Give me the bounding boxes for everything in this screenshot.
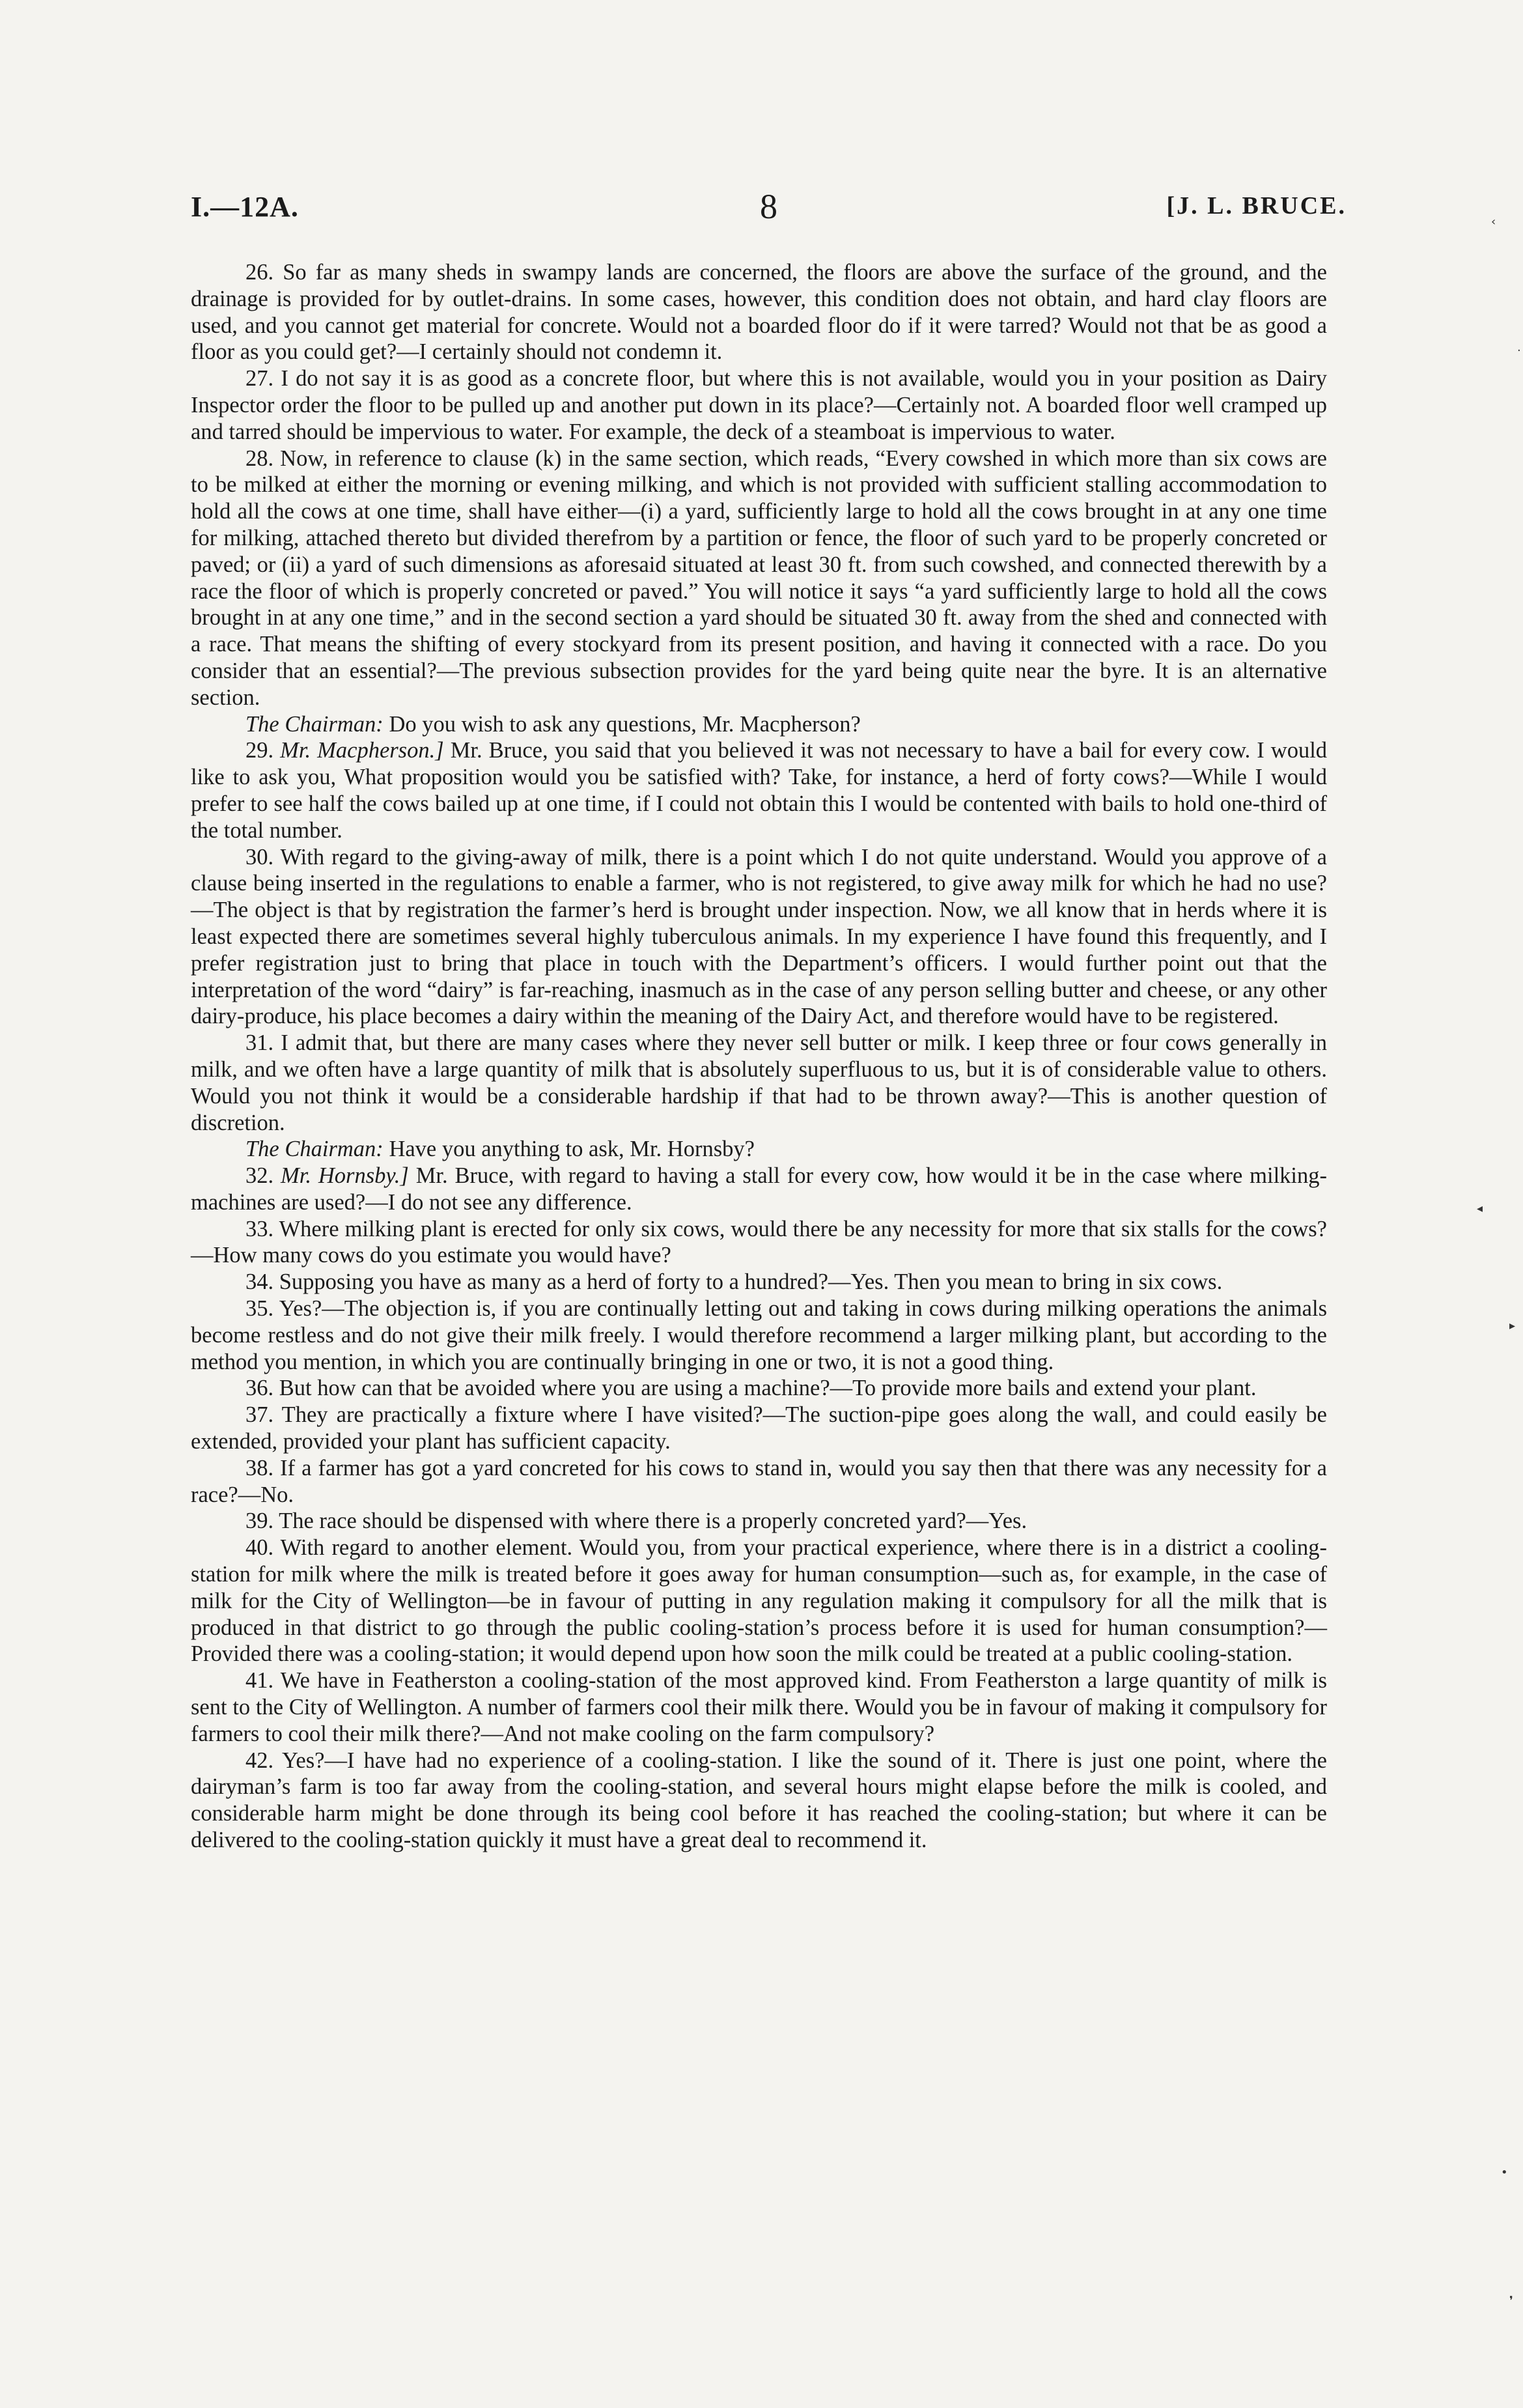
paragraph-number: 32. bbox=[245, 1163, 274, 1189]
scan-speck-mark: ❜ bbox=[1509, 2294, 1513, 2308]
scan-speck-mark: ▸ bbox=[1509, 1319, 1516, 1333]
header-paper-reference: I.—12A. bbox=[191, 191, 299, 223]
paragraph-text: Mr. Bruce, you said that you believed it was not necessary to have a bail for every cow. I would like to ask you, What proposition would you be satisfied with? Take, for instance, a herd of forty cows?—While I would prefer to see half the cows bailed up at one time, if I could not obtain this I would be contented with bails to hold one-third of the total number. bbox=[191, 738, 1328, 843]
paragraph-32 bbox=[191, 1163, 1327, 1216]
paragraph-31: 31. I admit that, but there are many cases where they never sell butter or milk. I keep three or four cows generally in milk, and we often have a large quantity of milk that is absolutely superfluous to us, but it is of considerable value to others. Would you not think it would be a considerable hardship if that had to be thrown away?—This is another question of discretion. bbox=[191, 1030, 1327, 1135]
paragraph-number: 29. bbox=[245, 738, 274, 763]
remark-text: Do you wish to ask any questions, Mr. Macpherson? bbox=[389, 711, 861, 737]
speaker-label: Mr. Hornsby.] bbox=[281, 1163, 409, 1189]
speaker-label: The Chairman: bbox=[245, 1137, 384, 1162]
remark-text: Have you anything to ask, Mr. Hornsby? bbox=[389, 1137, 755, 1162]
paragraph-41: 41. We have in Featherston a cooling-station of the most approved kind. From Featherston a large quantity of milk is sent to the City of Wellington. A number of farmers cool their milk there. Would you be in favour of making it compulsory for farmers to cool their milk there?—And not make cooling on the farm compulsory? bbox=[191, 1668, 1327, 1746]
scan-speck-mark: ◂ bbox=[1477, 1202, 1483, 1215]
paragraph-text: Mr. Bruce, with regard to having a stall for every cow, how would it be in the case where milking-machines are used?—I do not see any difference. bbox=[191, 1163, 1328, 1215]
paragraph-39: 39. The race should be dispensed with where there is a properly concreted yard?—Yes. bbox=[245, 1509, 1027, 1534]
page-header bbox=[191, 187, 1347, 229]
scan-speck-mark: • bbox=[1501, 2166, 1508, 2179]
page-body bbox=[191, 259, 1327, 1854]
chairman-remark bbox=[191, 1136, 1327, 1163]
speaker-label: The Chairman: bbox=[245, 711, 384, 737]
paragraph-28: 28. Now, in reference to clause (k) in the same section, which reads, “Every cowshed in which more than six cows are to be milked at either the morning or evening milking, and which is not provided with sufficient stalling accommodation to hold all the cows at one time, shall have either—(i) a yard, sufficiently large to hold all the cows brought in at any one time for milking, attached thereto but divided therefrom by a partition or fence, the floor of such yard to be properly concreted or paved; or (ii) a yard of such dimensions as aforesaid situated at least 30 ft. from such cowshed, and connected therewith by a race the floor of which is properly concreted or paved.” You will notice it says “a yard sufficiently large to hold all the cows brought in at any one time,” and in the second section a yard should be situated 30 ft. away from the shed and connected with a race. That means the shifting of every stockyard from its present position, and having it connected with a race. Do you consider that an essential?—The previous subsection provides for the yard being quite near the byre. It is an alternative section. bbox=[191, 446, 1327, 710]
header-witness-name: [J. L. BRUCE. bbox=[1166, 192, 1347, 220]
scan-speck-mark: ‹ bbox=[1491, 215, 1496, 229]
paragraph-34: 34. Supposing you have as many as a herd of forty to a hundred?—Yes. Then you mean to bring in six cows. bbox=[245, 1269, 1223, 1295]
paragraph-27: 27. I do not say it is as good as a concrete floor, but where this is not available, would you in your position as Dairy Inspector order the floor to be pulled up and another put down in its place?—Certainly not. A boarded floor well cramped up and tarred should be impervious to water. For example, the deck of a steamboat is impervious to water. bbox=[191, 366, 1327, 444]
scan-speck-mark: · bbox=[1517, 344, 1521, 358]
paragraph-37: 37. They are practically a fixture where I have visited?—The suction-pipe goes along the wall, and could easily be extended, provided your plant has sufficient capacity. bbox=[191, 1402, 1327, 1454]
chairman-remark bbox=[191, 711, 1327, 738]
paragraph-40: 40. With regard to another element. Would you, from your practical experience, where there is in a district a cooling-station for milk where the milk is treated before it goes away for human consumption—such as, for example, in the case of milk for the City of Wellington—be in favour of putting in any regulation making it compulsory for all the milk that is produced in that district to go through the public cooling-station’s process before it is used for human consumption?—Provided there was a cooling-station; it would depend upon how soon the milk could be treated at a public cooling-station. bbox=[191, 1535, 1327, 1667]
speaker-label: Mr. Macpherson.] bbox=[280, 738, 444, 763]
paragraph-26: 26. So far as many sheds in swampy lands are concerned, the floors are above the surface of the ground, and the drainage is provided for by outlet-drains. In some cases, however, this condition does not obtain, and hard clay floors are used, and you cannot get material for concrete. Would not a boarded floor do if it were tarred? Would not that be as good a floor as you could get?—I certainly should not condemn it. bbox=[191, 260, 1327, 365]
paragraph-38: 38. If a farmer has got a yard concreted for his cows to stand in, would you say then that there was any necessity for a race?—No. bbox=[191, 1455, 1327, 1507]
paragraph-35: 35. Yes?—The objection is, if you are continually letting out and taking in cows during milking operations the animals become restless and do not give their milk freely. I would therefore recommend a larger milking plant, but according to the method you mention, in which you are continually bringing in one or two, it is not a good thing. bbox=[191, 1296, 1327, 1374]
paragraph-29 bbox=[191, 737, 1327, 843]
paragraph-33: 33. Where milking plant is erected for only six cows, would there be any necessity for more that six stalls for the cows?—How many cows do you estimate you would have? bbox=[191, 1216, 1327, 1268]
paragraph-30: 30. With regard to the giving-away of milk, there is a point which I do not quite understand. Would you approve of a clause being inserted in the regulations to enable a farmer, who is not registered, to give away milk for which he had no use?—The object is that by registration the farmer’s herd is brought under inspection. Now, we all know that in herds where it is least expected there are sometimes several highly tuberculous animals. In my experience I have found this frequently, and I prefer registration just to bring that place in touch with the Department’s officers. I would further point out that the interpretation of the word “dairy” is far-reaching, inasmuch as in the case of any person selling butter and cheese, or any other dairy-produce, his place becomes a dairy within the meaning of the Dairy Act, and therefore would have to be registered. bbox=[191, 844, 1327, 1029]
paragraph-36: 36. But how can that be avoided where you are using a machine?—To provide more bails and extend your plant. bbox=[245, 1376, 1257, 1401]
page-number: 8 bbox=[760, 187, 777, 226]
paragraph-42: 42. Yes?—I have had no experience of a cooling-station. I like the sound of it. There is just one point, where the dairyman’s farm is too far away from the cooling-station, and several hours might elapse before the milk is cooled, and considerable harm might be done through its being cool before it has reached the cooling-station; but where it can be delivered to the cooling-station quickly it must have a great deal to recommend it. bbox=[191, 1748, 1327, 1853]
